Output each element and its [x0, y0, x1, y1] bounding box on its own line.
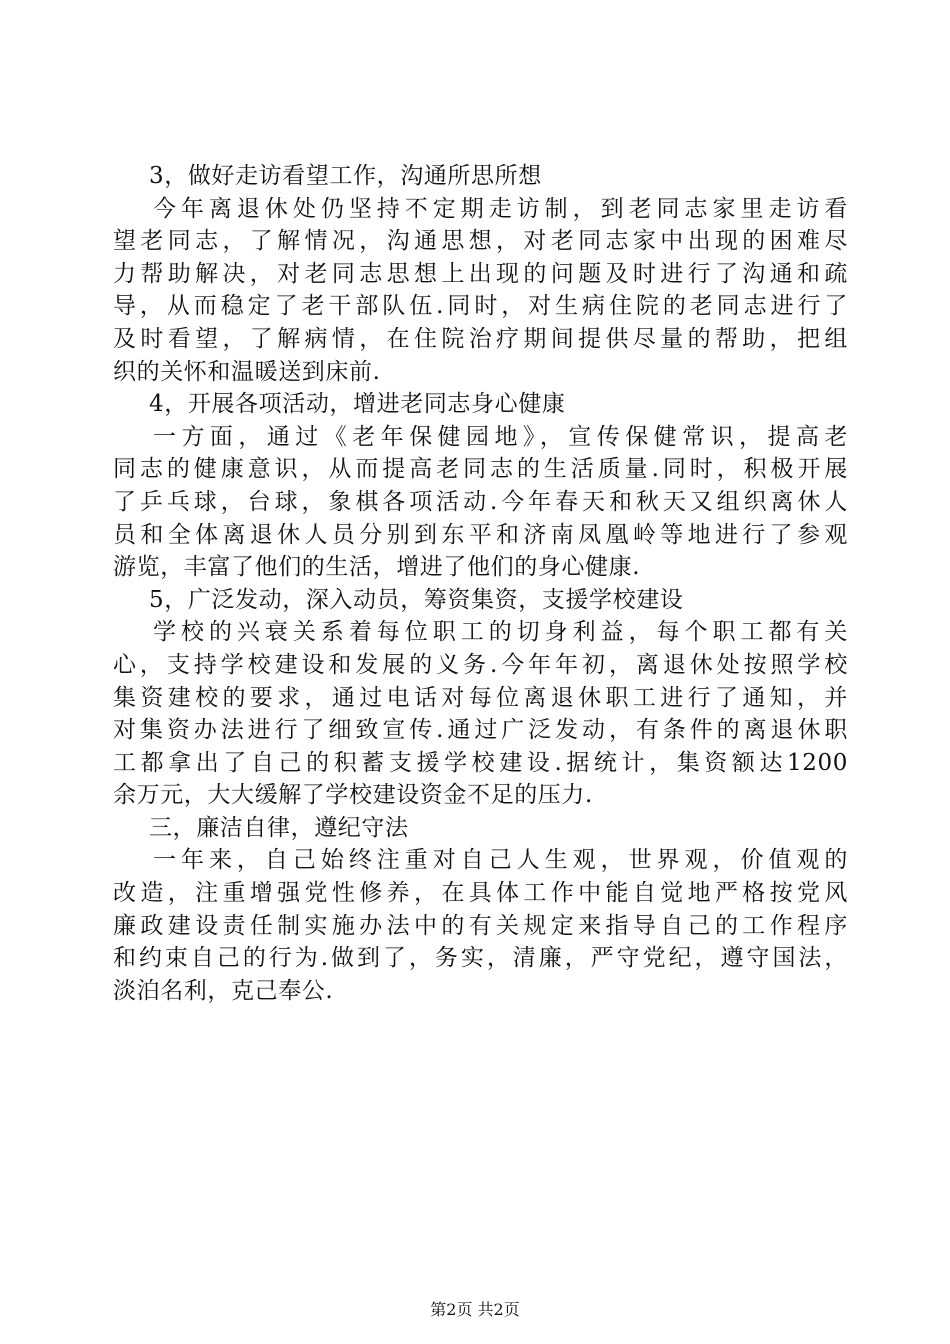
paragraph-line: 员和全体离退休人员分别到东平和济南凤凰岭等地进行了参观 — [113, 521, 848, 548]
paragraph-line: 同志的健康意识，从而提高老同志的生活质量.同时，积极开展 — [113, 456, 848, 483]
paragraph-line: 今年离退休处仍坚持不定期走访制，到老同志家里走访看 — [153, 195, 848, 222]
paragraph-line: 余万元，大大缓解了学校建设资金不足的压力. — [113, 782, 593, 809]
paragraph-line: 望老同志，了解情况，沟通思想，对老同志家中出现的困难尽 — [113, 228, 848, 255]
paragraph-line: 工都拿出了自己的积蓄支援学校建设.据统计，集资额达1200 — [113, 749, 848, 776]
paragraph-line: 和约束自己的行为.做到了，务实，清廉，严守党纪，遵守国法， — [113, 945, 848, 972]
paragraph-line: 了乒乓球，台球，象棋各项活动.今年春天和秋天又组织离休人 — [113, 488, 848, 515]
page-number-indicator: 第2页 共2页 — [430, 1300, 520, 1319]
document-body — [113, 160, 848, 1007]
paragraph-line: 心，支持学校建设和发展的义务.今年年初，离退休处按照学校 — [113, 651, 848, 678]
paragraph-line: 对集资办法进行了细致宣传.通过广泛发动，有条件的离退休职 — [113, 717, 848, 744]
page-footer — [0, 1300, 950, 1320]
paragraph-line: 廉政建设责任制实施办法中的有关规定来指导自己的工作程序 — [113, 912, 848, 939]
section-heading: 三，廉洁自律，遵纪守法 — [149, 814, 409, 841]
paragraph-line: 改造，注重增强党性修养，在具体工作中能自觉地严格按党风 — [113, 880, 848, 907]
paragraph-line: 及时看望，了解病情，在住院治疗期间提供尽量的帮助，把组 — [113, 325, 848, 352]
section-heading: 3，做好走访看望工作，沟通所思所想 — [149, 163, 542, 189]
section-heading: 5，广泛发动，深入动员，筹资集资，支援学校建设 — [149, 586, 684, 613]
section-heading: 4，开展各项活动，增进老同志身心健康 — [149, 391, 566, 418]
paragraph-line: 一年来，自己始终注重对自己人生观，世界观，价值观的 — [153, 847, 848, 874]
paragraph-line: 淡泊名利，克己奉公. — [113, 977, 334, 1004]
paragraph-line: 织的关怀和温暖送到床前. — [113, 358, 381, 385]
paragraph-line: 学校的兴衰关系着每位职工的切身利益，每个职工都有关 — [153, 619, 848, 646]
paragraph-line: 集资建校的要求，通过电话对每位离退休职工进行了通知，并 — [113, 684, 848, 711]
paragraph-line: 导，从而稳定了老干部队伍.同时，对生病住院的老同志进行了 — [113, 293, 848, 320]
paragraph-line: 游览，丰富了他们的生活，增进了他们的身心健康. — [113, 554, 641, 581]
paragraph-line: 一方面，通过《老年保健园地》，宣传保健常识，提高老 — [153, 423, 848, 450]
paragraph-line: 力帮助解决，对老同志思想上出现的问题及时进行了沟通和疏 — [113, 260, 848, 287]
